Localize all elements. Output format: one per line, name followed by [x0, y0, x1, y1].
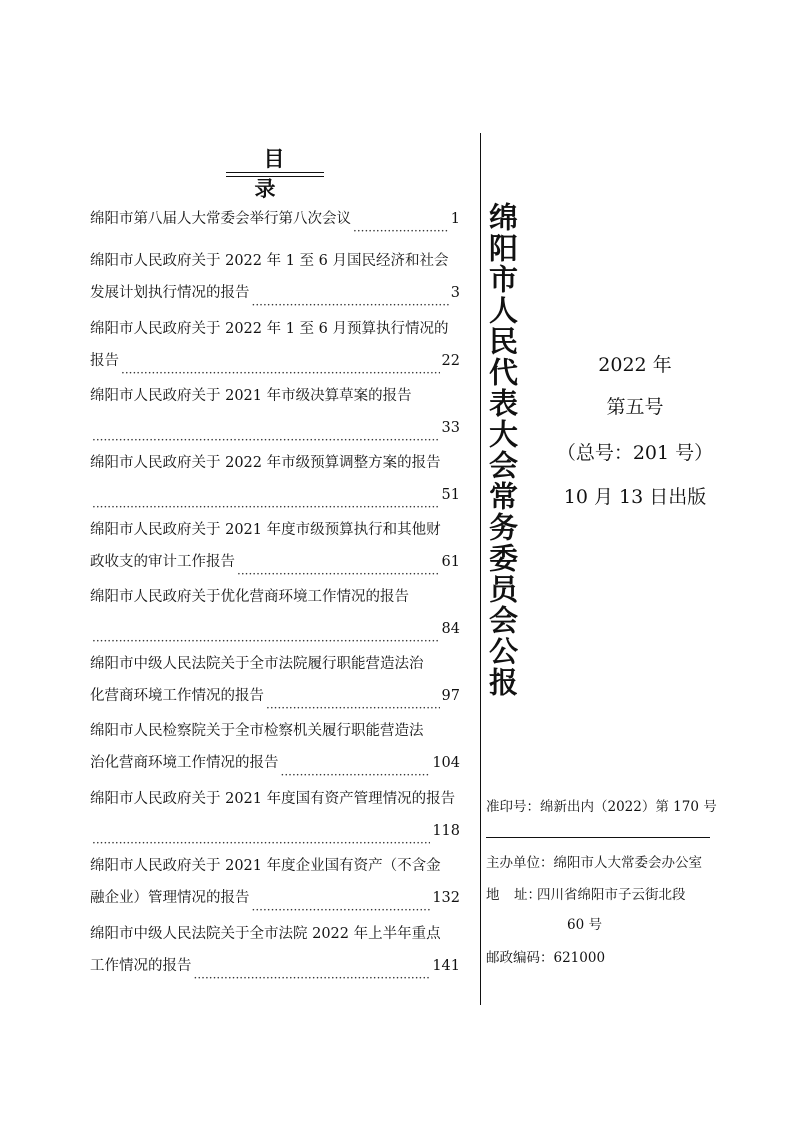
toc-entry-title: 报告 [90, 353, 119, 369]
toc-entry-line [90, 277, 460, 309]
toc-leader-dots [237, 558, 440, 578]
toc-entry[interactable] [90, 581, 460, 645]
toc-leader-dots [194, 962, 431, 982]
toc-entry-line [90, 680, 460, 712]
toc-entry-line [90, 783, 460, 815]
toc-entry-line [90, 918, 460, 950]
toc-entry-title: 绵阳市人民政府关于 2022 年 1 至 6 月预算执行情况的 [90, 321, 449, 337]
toc-leader-dots [92, 424, 440, 444]
toc-entry-line [90, 412, 460, 444]
title-underline-double [226, 176, 324, 177]
issue-total-number: （总号：201 号） [556, 442, 714, 464]
toc-entry-title: 绵阳市人民政府关于优化营商环境工作情况的报告 [90, 589, 409, 605]
toc-entry-line [90, 203, 460, 235]
toc-leader-dots [281, 759, 431, 779]
address-line-1: 四川省绵阳市子云街北段 [537, 887, 686, 903]
toc-entry-line [90, 514, 460, 546]
toc-leader-dots [252, 894, 431, 914]
toc-entry-line [90, 715, 460, 747]
toc-page-number: 3 [450, 285, 460, 301]
toc-entry-title: 绵阳市人民检察院关于全市检察机关履行职能营造法 [90, 723, 424, 739]
toc-page-number: 104 [432, 755, 460, 771]
toc-page-number: 141 [432, 958, 460, 974]
permit-number: 准印号：绵新出内（2022）第 170 号 [486, 799, 717, 815]
toc-entry-title: 治化营商环境工作情况的报告 [90, 755, 279, 771]
toc-entry-title: 绵阳市人民政府关于 2021 年度国有资产管理情况的报告 [90, 791, 456, 807]
toc-leader-dots [92, 491, 440, 511]
info-divider [486, 837, 710, 838]
address-label: 地 [486, 887, 500, 903]
toc-entry-title: 化营商环境工作情况的报告 [90, 688, 264, 704]
toc-entry-line [90, 648, 460, 680]
toc-entry-title: 绵阳市中级人民法院关于全市法院履行职能营造法治 [90, 656, 424, 672]
toc-entry[interactable] [90, 380, 460, 444]
toc-entry-line [90, 581, 460, 613]
toc-entry[interactable] [90, 783, 460, 847]
toc-entry-title: 工作情况的报告 [90, 958, 192, 974]
vertical-divider [480, 133, 481, 1005]
publication-name: 绵阳市人民代表大会常务委员会公报 [485, 202, 519, 698]
toc-entry-line [90, 546, 460, 578]
address-label-suffix: 址： [514, 887, 541, 903]
host-unit: 主办单位：绵阳市人大常委会办公室 [486, 855, 702, 871]
toc-entry[interactable] [90, 850, 460, 914]
toc-entry-title: 融企业）管理情况的报告 [90, 890, 250, 906]
issue-date: 10 月 13 日出版 [563, 486, 707, 508]
toc-entry[interactable] [90, 648, 460, 712]
issue-number: 第五号 [606, 396, 664, 418]
issue-year: 2022 年 [598, 354, 672, 376]
toc-entry-line [90, 613, 460, 645]
toc-entry-title: 政收支的审计工作报告 [90, 554, 235, 570]
toc-entry-title: 绵阳市人民政府关于 2022 年市级预算调整方案的报告 [90, 455, 441, 471]
toc-entry-line [90, 815, 460, 847]
toc-page-number: 61 [441, 554, 460, 570]
toc-entry[interactable] [90, 245, 460, 309]
toc-entry-line [90, 313, 460, 345]
toc-leader-dots [121, 357, 440, 377]
toc-entry[interactable] [90, 918, 460, 982]
toc-page-number: 22 [441, 353, 460, 369]
postal-code: 邮政编码：621000 [486, 950, 606, 966]
toc-page-number: 1 [450, 211, 460, 227]
toc-entry[interactable] [90, 203, 460, 235]
toc-leader-dots [92, 827, 430, 847]
toc-page-number: 132 [432, 890, 460, 906]
toc-entry-line [90, 345, 460, 377]
toc-entry-line [90, 245, 460, 277]
toc-page-number: 97 [441, 688, 460, 704]
toc-page-number: 51 [441, 487, 460, 503]
toc-entry-line [90, 882, 460, 914]
address-line-2: 60 号 [567, 917, 602, 933]
toc-entry-line [90, 447, 460, 479]
toc-entry[interactable] [90, 313, 460, 377]
toc-entry-title: 绵阳市第八届人大常委会举行第八次会议 [90, 211, 351, 227]
toc-entry-line [90, 950, 460, 982]
toc-entry[interactable] [90, 447, 460, 511]
toc-leader-dots [353, 215, 449, 235]
toc-entry-title: 绵阳市人民政府关于 2021 年市级决算草案的报告 [90, 388, 412, 404]
toc-entry-line [90, 479, 460, 511]
toc-entry-title: 绵阳市中级人民法院关于全市法院 2022 年上半年重点 [90, 926, 441, 942]
toc-entry-title: 发展计划执行情况的报告 [90, 285, 250, 301]
toc-page-number: 118 [432, 823, 460, 839]
toc-entry-title: 绵阳市人民政府关于 2021 年度市级预算执行和其他财 [90, 522, 441, 538]
toc-page-number: 33 [441, 420, 460, 436]
toc-leader-dots [266, 692, 440, 712]
toc-entry-title: 绵阳市人民政府关于 2022 年 1 至 6 月国民经济和社会 [90, 253, 449, 269]
toc-entry-title: 绵阳市人民政府关于 2021 年度企业国有资产（不含金 [90, 858, 441, 874]
toc-page-number: 84 [441, 621, 460, 637]
toc-title: 目 录 [254, 147, 303, 201]
toc-entry[interactable] [90, 715, 460, 779]
title-underline [226, 172, 324, 173]
toc-entry-line [90, 747, 460, 779]
toc-leader-dots [92, 625, 440, 645]
toc-entry-line [90, 850, 460, 882]
toc-leader-dots [252, 289, 449, 309]
toc-entry[interactable] [90, 514, 460, 578]
toc-entry-line [90, 380, 460, 412]
